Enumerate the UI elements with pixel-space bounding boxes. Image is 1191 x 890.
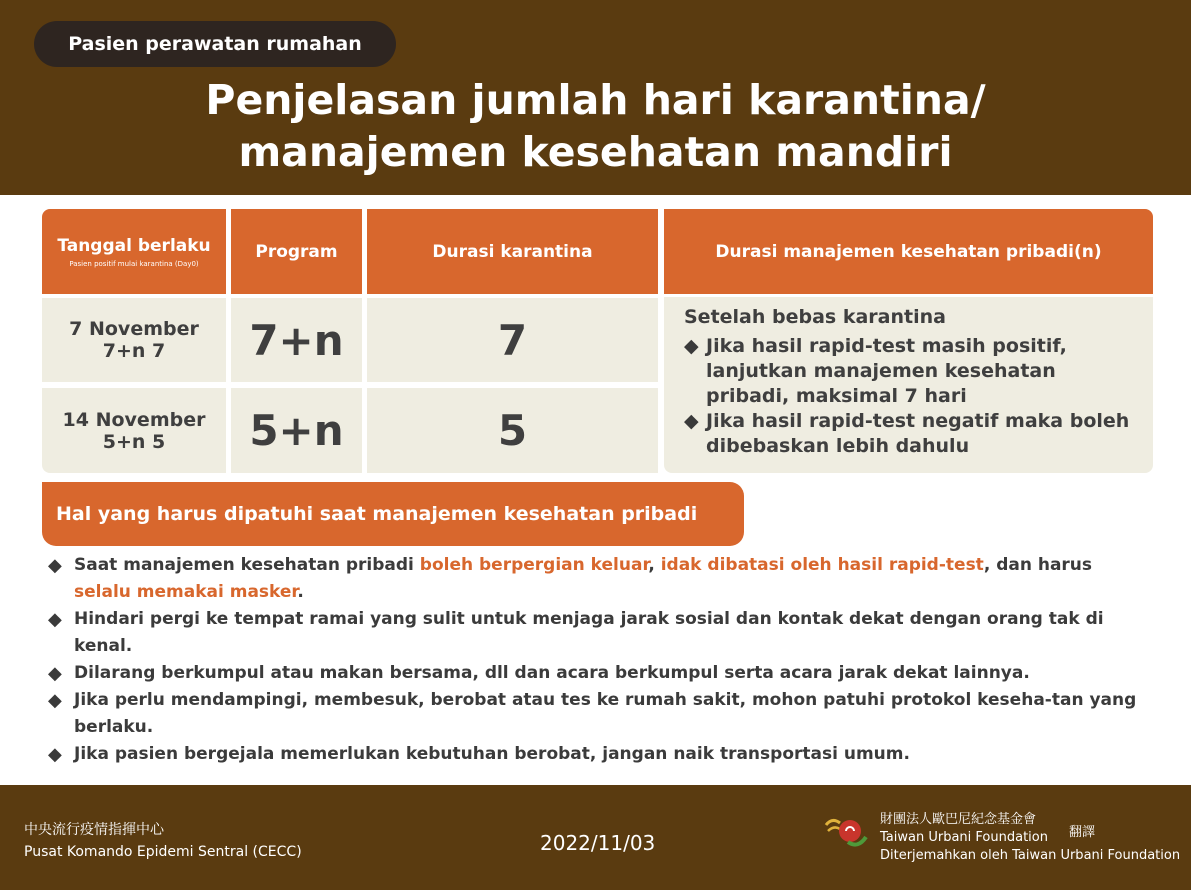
diamond-bullet-icon: ◆ — [684, 410, 699, 432]
row-1-quarantine: 7 — [367, 298, 658, 382]
publish-date: 2022/11/03 — [540, 831, 656, 855]
diamond-bullet-icon: ◆ — [48, 555, 62, 576]
rule-text-part: , dan harus — [983, 555, 1093, 575]
rule-text-part: . — [297, 582, 304, 602]
rule-item — [48, 606, 1148, 660]
row-1-date — [42, 298, 226, 382]
foundation-logo-icon — [824, 811, 868, 851]
translated-by: Diterjemahkan oleh Taiwan Urbani Foundation — [880, 848, 1181, 863]
rule-text-part: , — [648, 555, 661, 575]
foundation-name-zh: 財團法人歐巴尼紀念基金會 — [880, 812, 1037, 827]
foundation-credit — [880, 811, 1180, 865]
rules-list — [48, 552, 1148, 768]
rules-heading: Hal yang harus dipatuhi saat manajemen kesehatan pribadi — [42, 482, 744, 546]
rule-highlight: boleh berpergian keluar — [419, 555, 649, 575]
cecc-name-id: Pusat Komando Epidemi Sentral (CECC) — [24, 844, 302, 860]
diamond-bullet-icon: ◆ — [48, 609, 62, 630]
management-bullet — [684, 409, 1135, 459]
rule-item — [48, 741, 1148, 768]
management-title: Setelah bebas karantina — [684, 306, 946, 328]
diamond-bullet-icon: ◆ — [48, 744, 62, 765]
row-1-program: 7+n — [231, 298, 362, 382]
rule-text: Hindari pergi ke tempat ramai yang sulit untuk menjaga jarak sosial dan kontak dekat dengan orang tak di kenal. — [74, 609, 1104, 656]
rule-text: Dilarang berkumpul atau makan bersama, dll dan acara berkumpul serta acara jarak dekat lainnya. — [74, 663, 1030, 683]
row-1-date-label: 7 November — [69, 318, 199, 340]
header-date — [42, 209, 226, 294]
header-quarantine: Durasi karantina — [367, 209, 658, 294]
management-cell — [664, 297, 1153, 473]
row-2-date-program: 5+n 5 — [102, 430, 166, 453]
cecc-credit — [24, 819, 302, 863]
rule-text-part: Saat manajemen kesehatan pribadi — [74, 555, 420, 575]
rule-item — [48, 660, 1148, 687]
rule-item — [48, 687, 1148, 741]
rule-highlight: selalu memakai masker — [74, 582, 298, 602]
title-line-2: manajemen kesehatan mandiri — [238, 128, 953, 176]
management-bullet-text: Jika hasil rapid-test negatif maka boleh dibebaskan lebih dahulu — [706, 410, 1130, 457]
title-line-1: Penjelasan jumlah hari karantina/ — [205, 76, 986, 124]
header-date-label: Tanggal berlaku — [57, 235, 211, 256]
diamond-bullet-icon: ◆ — [48, 663, 62, 684]
row-2-date — [42, 388, 226, 473]
management-bullet-text: Jika hasil rapid-test masih positif, lanjutkan manajemen kesehatan pribadi, maksimal 7 hari — [706, 335, 1067, 407]
rule-item — [48, 552, 1148, 606]
footer — [0, 785, 1191, 890]
management-bullet — [684, 334, 1135, 409]
header-banner — [0, 0, 1191, 195]
foundation-name-en: Taiwan Urbani Foundation — [880, 830, 1048, 845]
row-2-date-label: 14 November — [62, 408, 206, 431]
cecc-name-zh: 中央流行疫情指揮中心 — [24, 822, 164, 838]
rule-text: Jika perlu mendampingi, membesuk, berobat atau tes ke rumah sakit, mohon patuhi protokol keseha-tan yang berlaku. — [74, 690, 1137, 737]
row-2-quarantine: 5 — [367, 388, 658, 473]
patient-type-tag: Pasien perawatan rumahan — [34, 21, 396, 67]
diamond-bullet-icon: ◆ — [48, 690, 62, 711]
diamond-bullet-icon: ◆ — [684, 335, 699, 357]
rule-text: Jika pasien bergejala memerlukan kebutuhan berobat, jangan naik transportasi umum. — [74, 744, 910, 764]
rule-text — [74, 552, 1148, 606]
row-2-program: 5+n — [231, 388, 362, 473]
header-management: Durasi manajemen kesehatan pribadi(n) — [664, 209, 1153, 294]
header-program: Program — [231, 209, 362, 294]
header-date-sub: Pasien positif mulai karantina (Day0) — [69, 259, 199, 268]
page-title — [0, 74, 1191, 178]
row-1-date-program: 7+n 7 — [102, 340, 166, 362]
rule-highlight: idak dibatasi oleh hasil rapid-test — [660, 555, 984, 575]
translation-label: 翻譯 — [1069, 825, 1096, 840]
